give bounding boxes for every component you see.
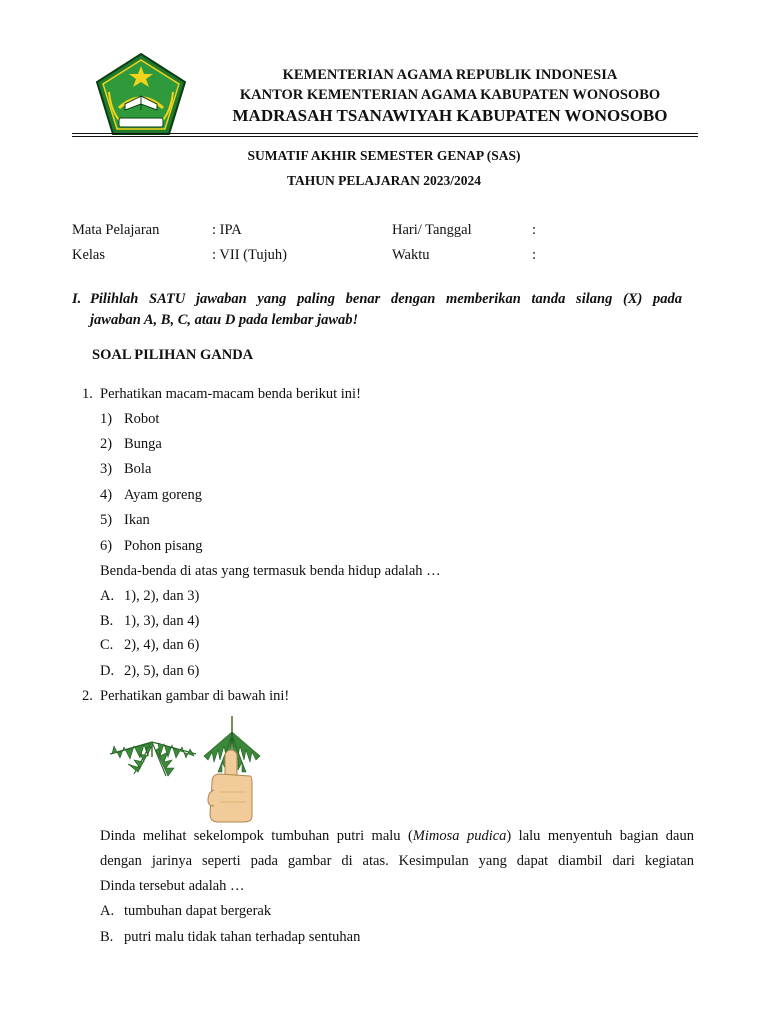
option-letter: A. (100, 903, 115, 919)
paragraph-text: ) lalu menyentuh bagian daun (506, 828, 694, 844)
instruction-line: jawaban A, B, C, atau D pada lembar jawab! (90, 312, 359, 328)
item-number: 1) (100, 411, 113, 427)
header-school: MADRASAH TSANAWIYAH KABUPATEN WONOSOBO (232, 106, 668, 125)
section-title: SOAL PILIHAN GANDA (92, 347, 254, 363)
class-label: Kelas (72, 247, 106, 263)
instruction (72, 289, 682, 331)
question-number: 2. (82, 688, 93, 704)
time-value: : (532, 247, 537, 263)
option-text: 2), 5), dan 6) (124, 663, 200, 679)
item-number: 2) (100, 436, 113, 452)
option-text: 1), 2), dan 3) (124, 588, 200, 604)
option-text: tumbuhan dapat bergerak (124, 903, 272, 919)
item-text: Pohon pisang (124, 538, 203, 554)
item-text: Ayam goreng (124, 487, 202, 503)
question-text: Perhatikan gambar di bawah ini! (100, 688, 290, 704)
option-letter: B. (100, 929, 114, 945)
item-text: Bola (124, 461, 152, 477)
item-number: 3) (100, 461, 113, 477)
option-text: putri malu tidak tahan terhadap sentuhan (124, 929, 361, 945)
header-divider (72, 133, 698, 134)
mimosa-touch-illustration (104, 712, 270, 824)
item-number: 4) (100, 487, 113, 503)
option-letter: C. (100, 637, 114, 653)
option-text: 2), 4), dan 6) (124, 637, 200, 653)
item-text: Ikan (124, 512, 150, 528)
mimosa-leaves-image (110, 742, 196, 776)
subject-value: : IPA (212, 222, 242, 238)
item-text: Robot (124, 411, 160, 427)
ministry-logo (95, 52, 187, 136)
item-number: 6) (100, 538, 113, 554)
option-letter: B. (100, 613, 114, 629)
question-number: 1. (82, 386, 93, 402)
question-paragraph: dengan jarinya seperti pada gambar di atas. Kesimpulan yang dapat diambil dari kegiatan (100, 853, 694, 869)
option-letter: A. (100, 588, 115, 604)
time-label: Waktu (392, 247, 430, 263)
day-label: Hari/ Tanggal (392, 222, 472, 238)
instruction-number: I. (72, 291, 82, 307)
header-ministry: KEMENTERIAN AGAMA REPUBLIK INDONESIA (282, 67, 618, 83)
item-text: Bunga (124, 436, 162, 452)
class-value: : VII (Tujuh) (212, 247, 287, 263)
question-paragraph (100, 828, 694, 845)
header-office: KANTOR KEMENTERIAN AGAMA KABUPATEN WONOSOBO (239, 87, 661, 103)
scientific-name: Mimosa pudica (412, 828, 507, 844)
item-number: 5) (100, 512, 113, 528)
question-prompt: Benda-benda di atas yang termasuk benda hidup adalah … (100, 563, 441, 579)
subject-label: Mata Pelajaran (72, 222, 160, 238)
exam-title: SUMATIF AKHIR SEMESTER GENAP (SAS) (247, 148, 521, 163)
question-text: Perhatikan macam-macam benda berikut ini! (100, 386, 361, 402)
paragraph-text: Dinda melihat sekelompok tumbuhan putri malu ( (100, 828, 413, 844)
header-divider (72, 136, 698, 137)
question-paragraph: Dinda tersebut adalah … (100, 878, 245, 894)
instruction-line: Pilihlah SATU jawaban yang paling benar dengan memberikan tanda silang (X) pada (90, 291, 682, 307)
day-value: : (532, 222, 537, 238)
option-text: 1), 3), dan 4) (124, 613, 200, 629)
option-letter: D. (100, 663, 115, 679)
exam-year: TAHUN PELAJARAN 2023/2024 (286, 173, 481, 188)
